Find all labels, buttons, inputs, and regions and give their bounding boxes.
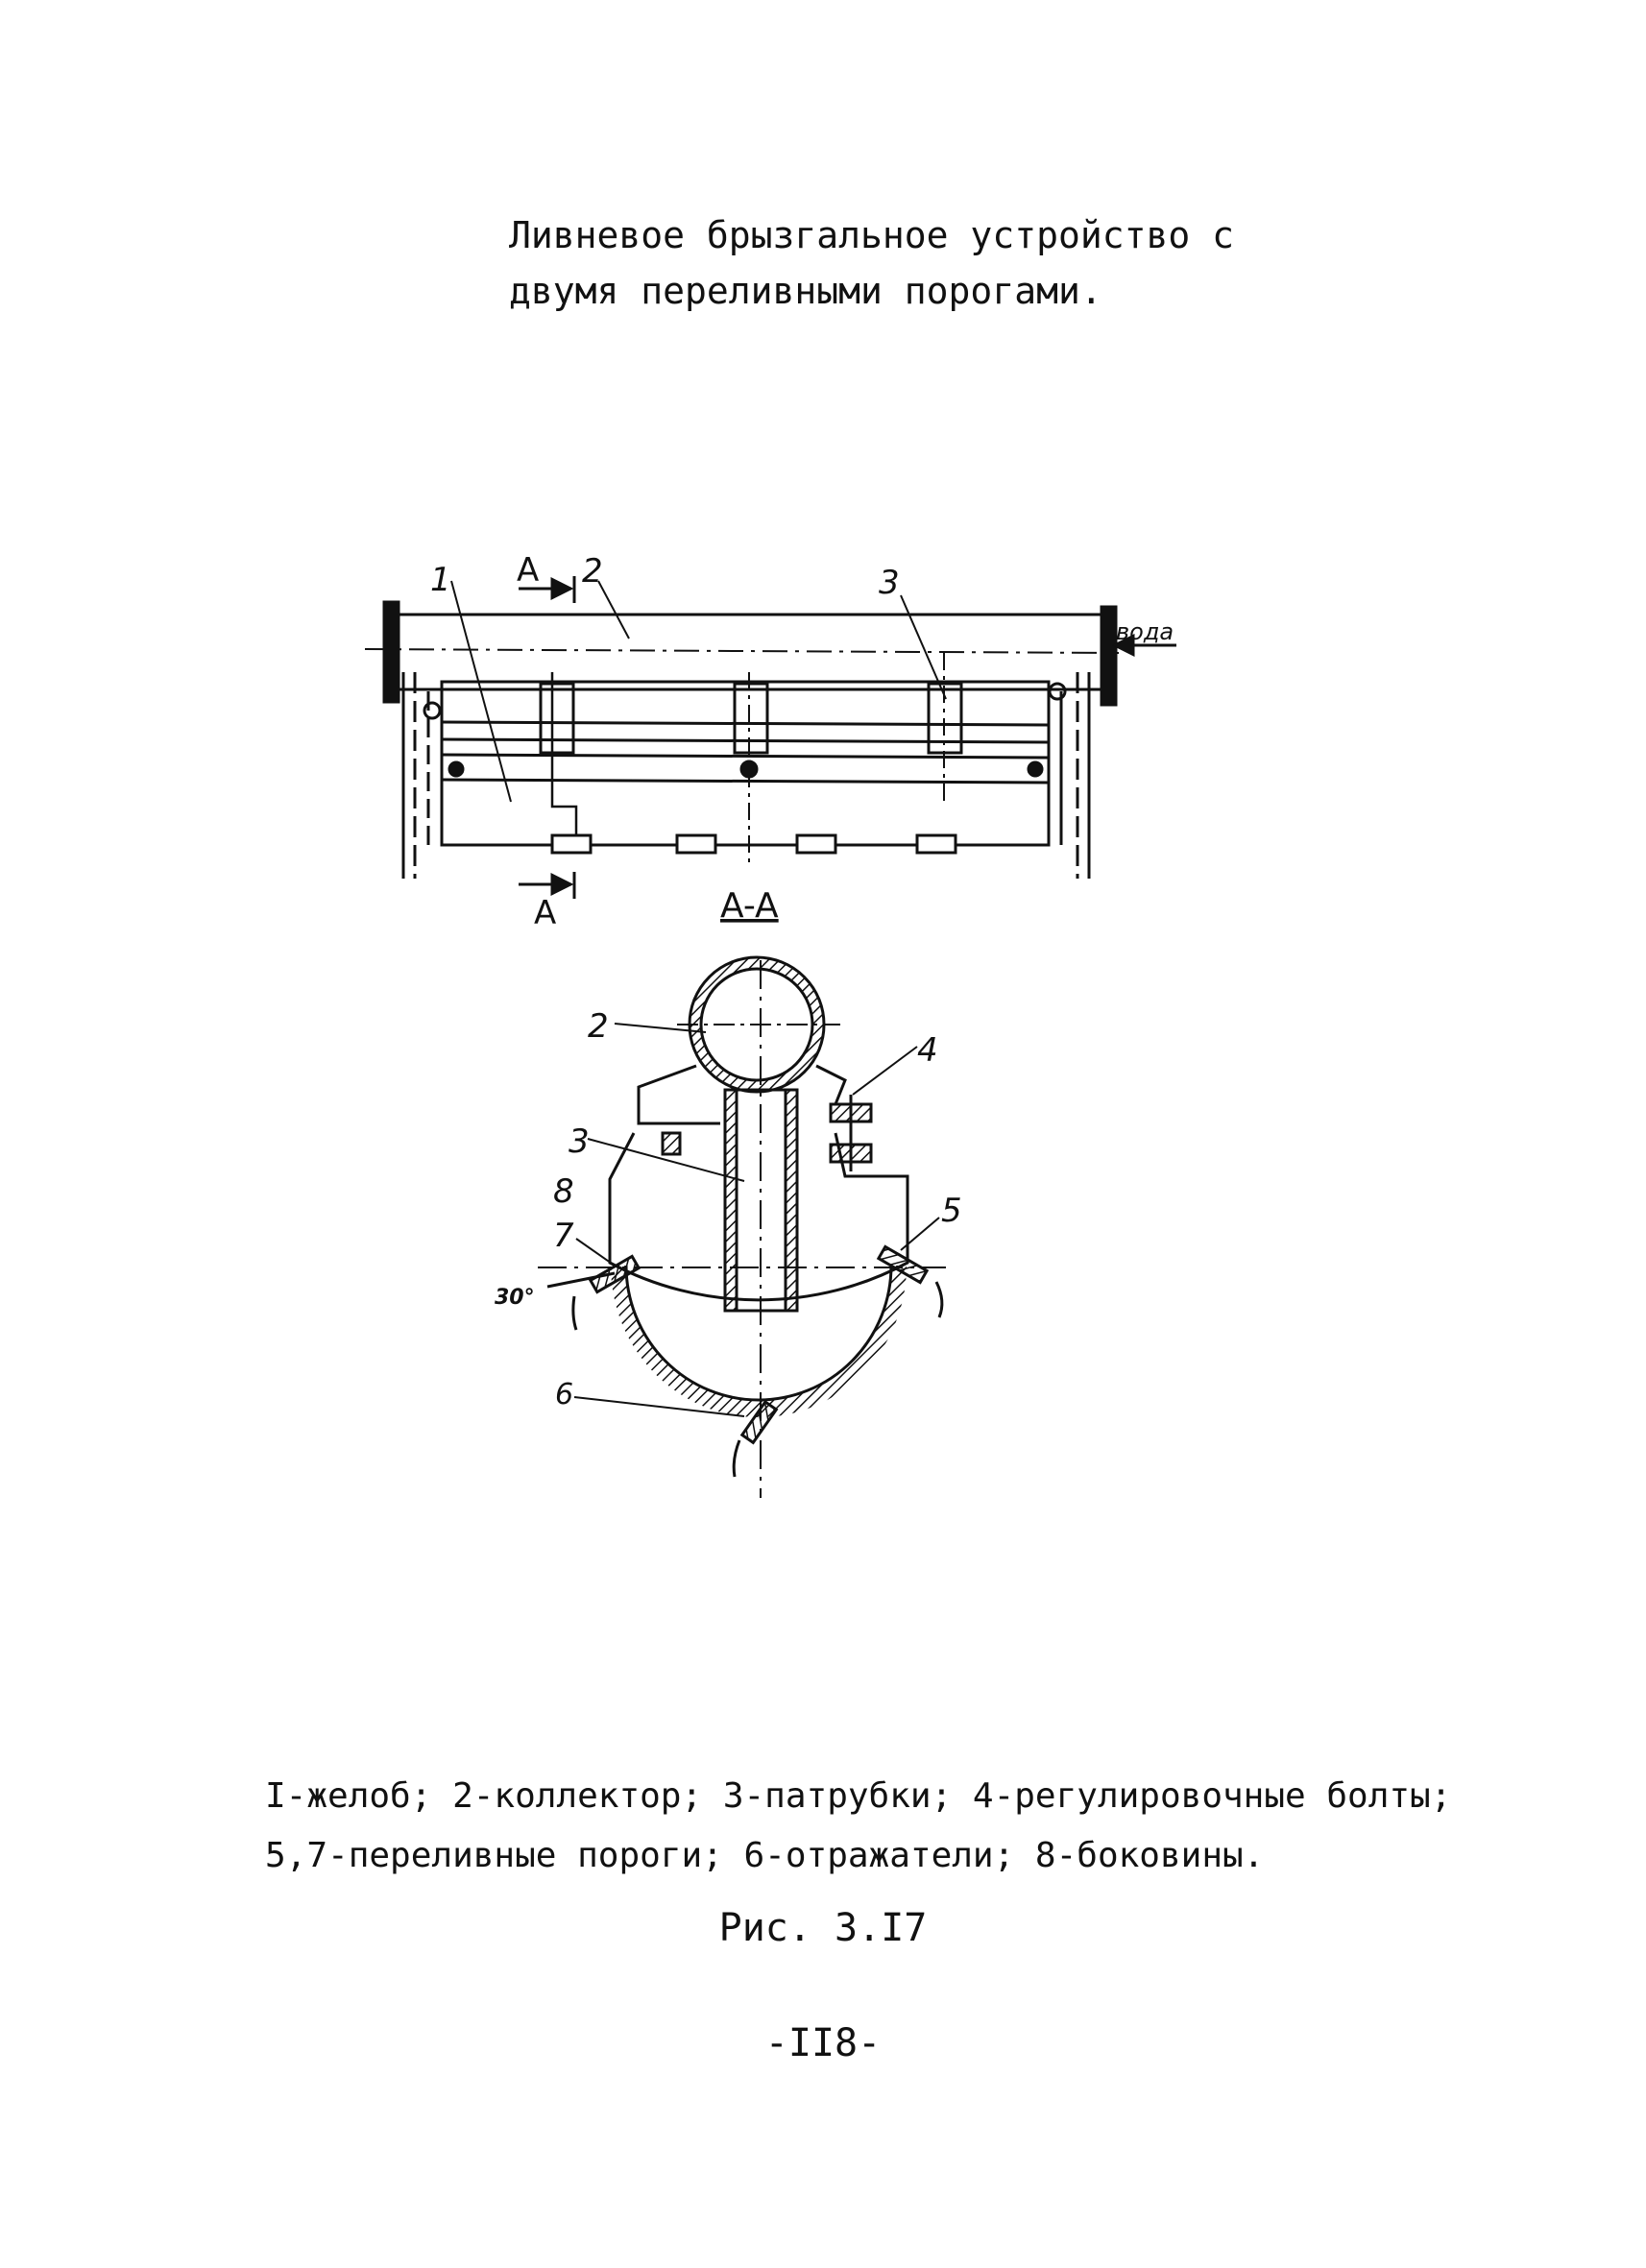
label-nozzle-section: 3: [569, 1122, 590, 1161]
label-side-wall: 8: [553, 1172, 574, 1211]
label-trough: 1: [430, 561, 451, 599]
label-collector-top: 2: [582, 552, 603, 591]
label-threshold-left: 7: [553, 1217, 574, 1255]
legend: I-желоб; 2-коллектор; 3-патрубки; 4-регулировочные болты; 5,7-переливные пороги; 6-отражатели; 8-боковины.: [265, 1776, 1452, 1875]
left-flange: [384, 602, 399, 702]
nozzle-1: [541, 684, 573, 753]
section-marker-top: A: [517, 551, 540, 590]
right-flange: [1101, 607, 1116, 705]
figure-caption: Рис. 3.I7: [718, 1906, 928, 1950]
nozzle-2: [735, 684, 767, 753]
label-bolts: 4: [917, 1031, 938, 1070]
water-inlet-label: вода: [1116, 618, 1174, 645]
top-view: [365, 576, 1176, 899]
page-title: Ливневое брызгальное устройство с двумя переливными порогами.: [509, 214, 1234, 312]
label-reflector: 6: [555, 1378, 574, 1411]
label-collector-section: 2: [588, 1007, 609, 1046]
section-title: A-A: [720, 886, 779, 926]
label-angle: 30°: [495, 1286, 535, 1310]
page-number: -II8-: [764, 2021, 882, 2065]
label-nozzle-top: 3: [879, 564, 900, 602]
label-threshold-right: 5: [941, 1192, 962, 1230]
section-marker-bottom: A: [534, 894, 557, 932]
